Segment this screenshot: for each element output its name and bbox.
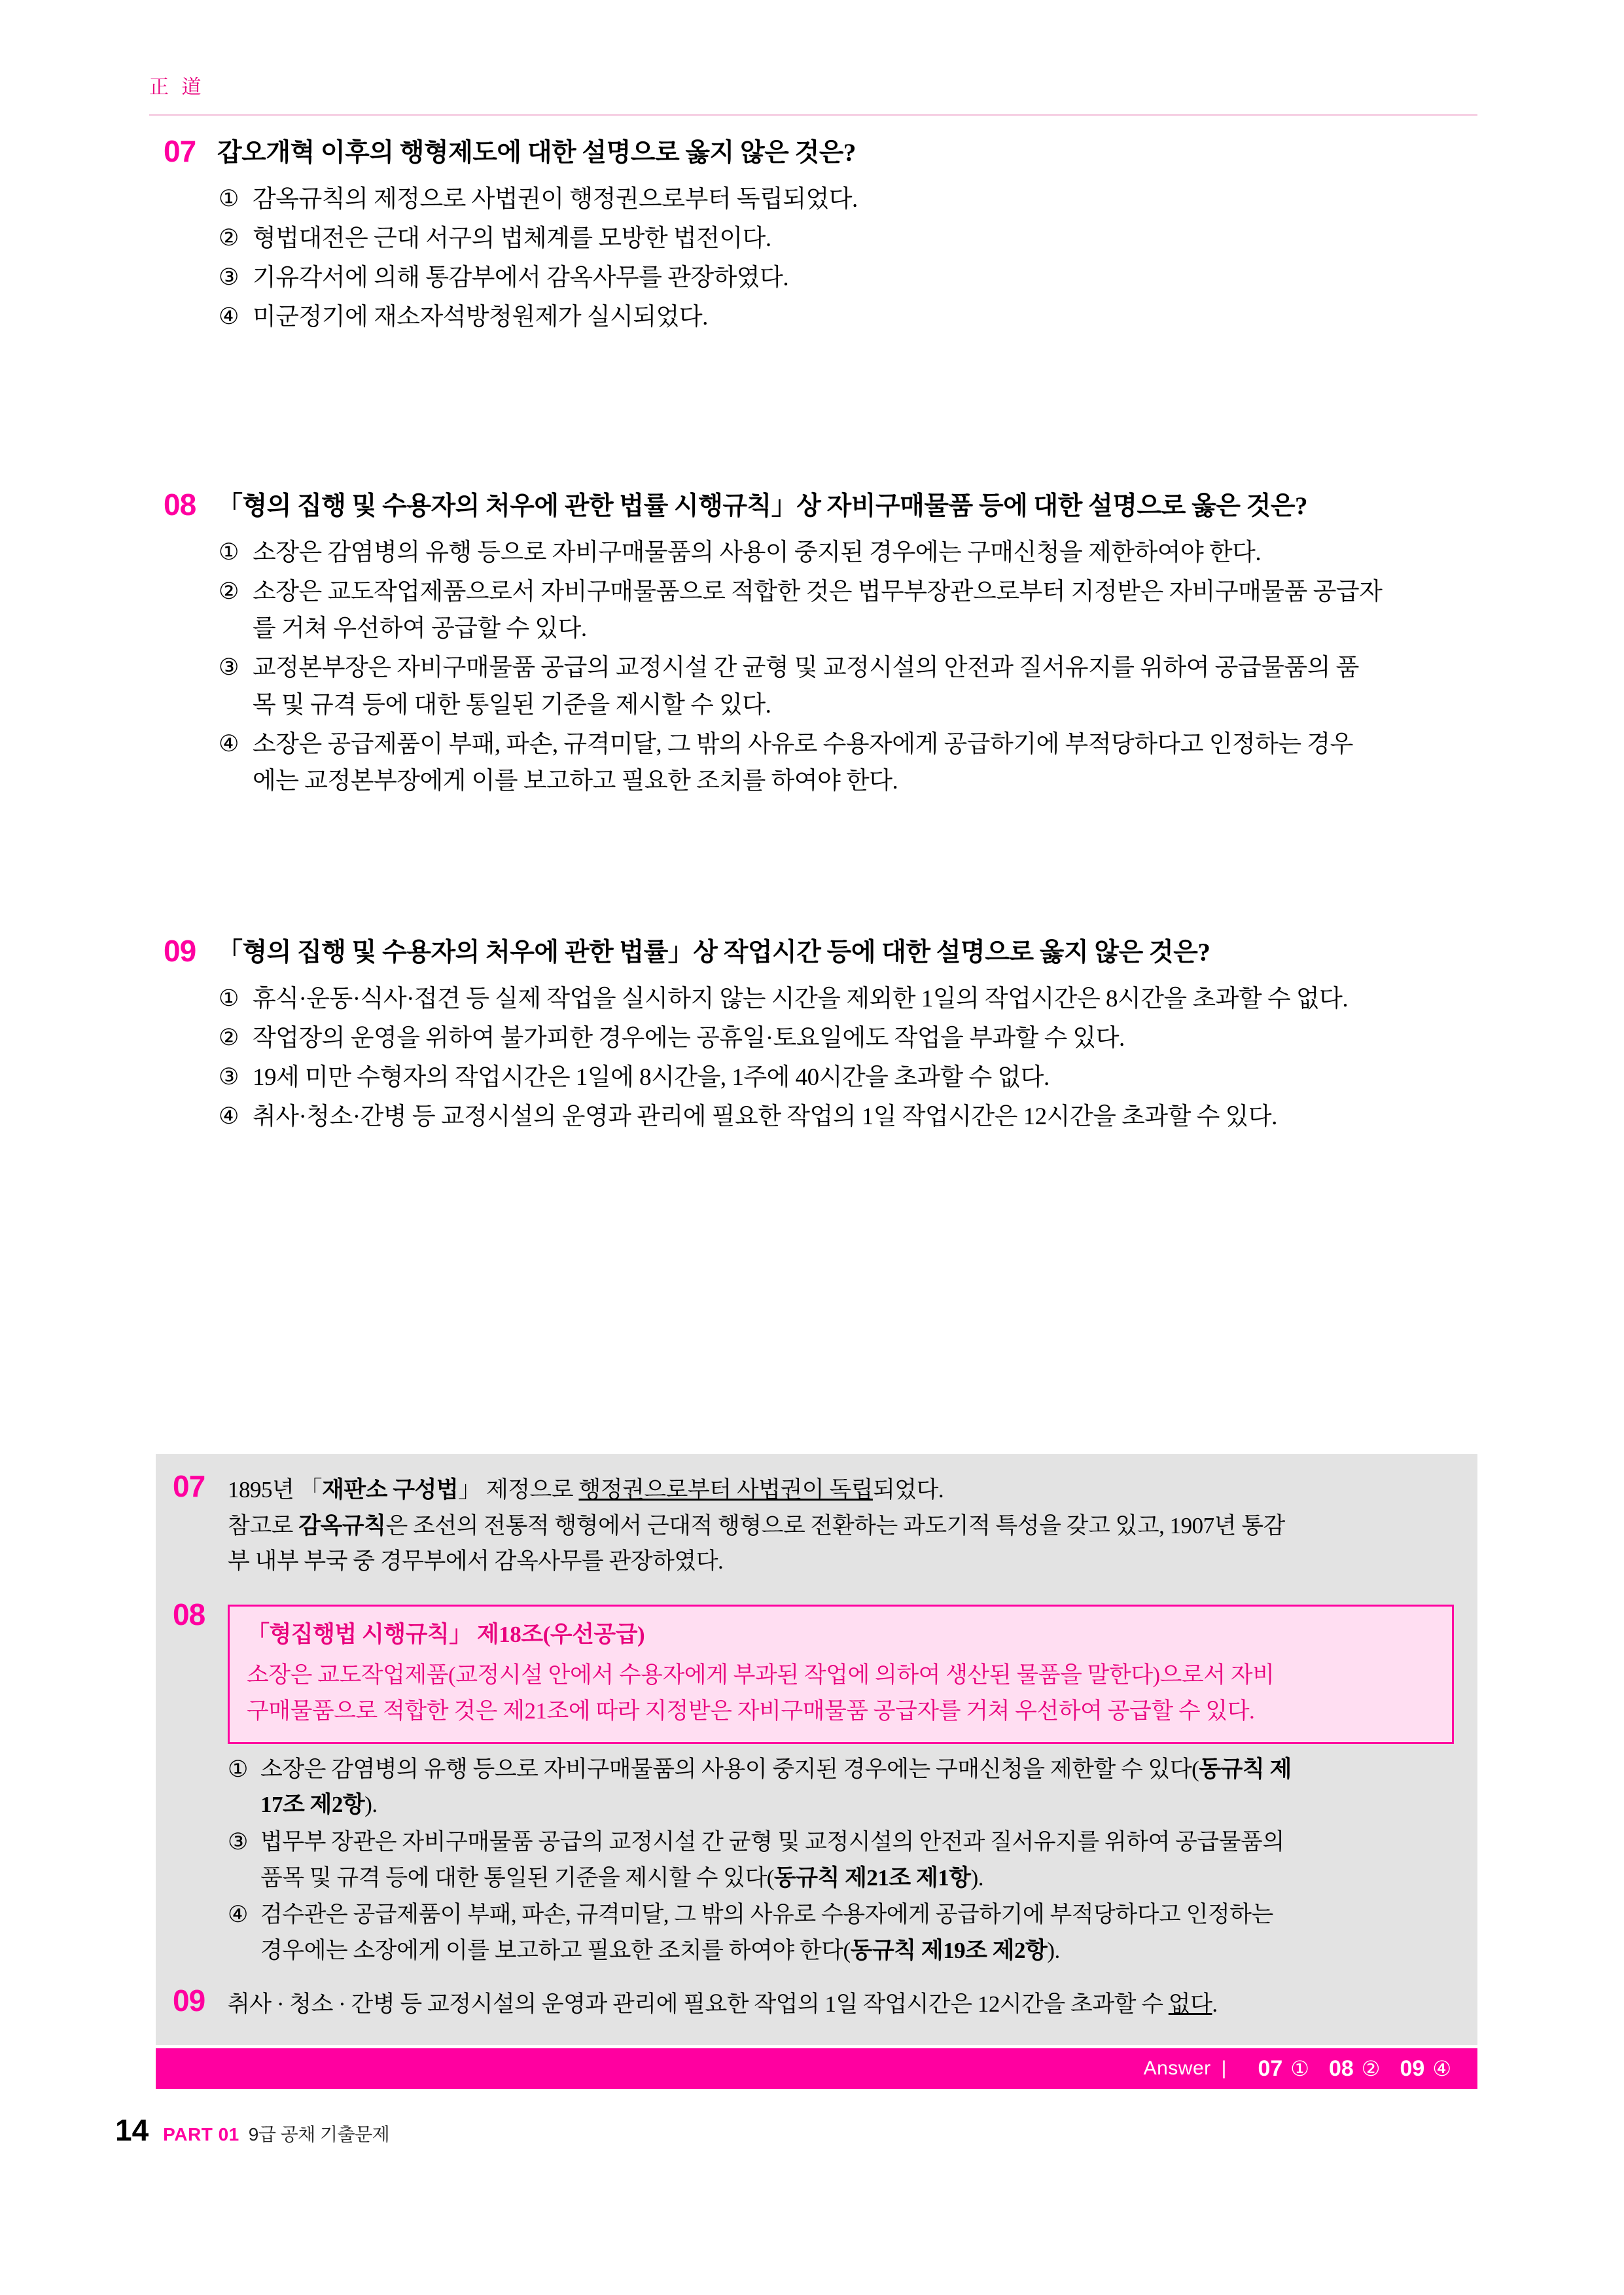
choice-item[interactable]	[219, 221, 1479, 257]
question-heading	[164, 936, 1479, 970]
choice-line: 소장은 감염병의 유행 등으로 자비구매물품의 사용이 중지된 경우에는 구매신청을 제한하여야 한다.	[253, 539, 1262, 566]
explanation-line: 부 내부 부국 중 경무부에서 감옥사무를 관장하였다.	[228, 1548, 724, 1574]
explanation-text: 되었다.	[872, 1477, 944, 1503]
question-number: 07	[164, 134, 196, 168]
law-text-line: 구매물품으로 적합한 것은 제21조에 따라 지정받은 자비구매물품 공급자를 거쳐 우선하여 공급할 수 있다.	[247, 1698, 1255, 1724]
choice-line: 소장은 교도작업제품으로서 자비구매물품으로 적합한 것은 법무부장관으로부터 지정받은 자비구매물품 공급자	[253, 578, 1383, 605]
choice-text: 형법대전은 근대 서구의 법체계를 모방한 법전이다.	[253, 224, 771, 252]
question-number: 08	[164, 488, 196, 522]
choice-line	[260, 1752, 1454, 1788]
choice-text	[260, 1752, 1454, 1823]
answer-value: ②	[1361, 2056, 1381, 2080]
answer-entry	[1258, 2056, 1309, 2082]
choice-line: 에는 교정본부장에게 이를 보고하고 필요한 조치를 하여야 한다.	[253, 768, 898, 795]
explanation-text: 취사 · 청소 · 간병 등 교정시설의 운영과 관리에 필요한 작업의 1일 작업시간은 12시간을 초과할 수	[228, 1991, 1169, 2018]
explanation-text: 」 제정으로	[458, 1477, 579, 1503]
choice-line	[260, 1787, 1454, 1823]
law-text-line: 소장은 교도작업제품(교정시설 안에서 수용자에게 부과된 작업에 의하여 생산된 물품을 말한다)으로서 자비	[247, 1662, 1275, 1688]
page-footer	[115, 2112, 389, 2148]
choice-marker: ①	[219, 539, 239, 565]
choice-list	[219, 181, 1479, 336]
page-header	[149, 71, 1477, 116]
choice-line: 를 거쳐 우선하여 공급할 수 있다.	[253, 615, 587, 643]
choice-line: 소장은 공급제품이 부패, 파손, 규격미달, 그 밖의 사유로 수용자에게 공급하기에 부적당하다고 인정하는 경우	[253, 730, 1353, 758]
choice-text	[260, 1824, 1454, 1896]
choice-marker: ④	[219, 1103, 239, 1130]
choice-item[interactable]	[219, 726, 1479, 800]
explanation-underline: 없다	[1168, 1991, 1212, 2018]
answer-value: ①	[1290, 2056, 1309, 2080]
explanation-body	[228, 1598, 1454, 1970]
law-reference-box	[228, 1605, 1454, 1744]
explanation-emphasis: 재판소 구성법	[322, 1477, 459, 1503]
choice-marker: ②	[219, 224, 239, 251]
choice-citation: 17조 제2항	[260, 1792, 365, 1818]
page-number: 14	[115, 2113, 149, 2147]
law-title	[247, 1617, 1435, 1653]
question-number: 09	[164, 934, 196, 968]
explanation-panel	[156, 1454, 1477, 2045]
choice-item[interactable]	[219, 181, 1479, 218]
question-text: 「형의 집행 및 수용자의 처우에 관한 법률」상 작업시간 등에 대한 설명으로 옳지 않은 것은?	[217, 938, 1210, 967]
law-title-article: 제18조(우선공급)	[471, 1621, 645, 1647]
explanation-07	[156, 1454, 1477, 1580]
explanation-text: 참고로	[228, 1512, 299, 1539]
choice-item[interactable]	[219, 299, 1479, 336]
answer-bar	[156, 2048, 1477, 2089]
explanation-number: 08	[173, 1597, 205, 1631]
choice-item[interactable]	[219, 1059, 1479, 1096]
choice-item[interactable]	[219, 650, 1479, 723]
question-block-08	[164, 489, 1479, 802]
choice-marker: ④	[219, 730, 239, 756]
question-block-07	[164, 136, 1479, 339]
explanation-underline: 행정권으로부터 사법권이 독립	[578, 1477, 873, 1503]
choice-citation: 동규칙 제21조 제1항	[773, 1864, 971, 1891]
choice-marker: ①	[228, 1756, 248, 1782]
choice-text	[253, 726, 1479, 800]
question-block-09	[164, 936, 1479, 1139]
header-divider	[149, 114, 1477, 116]
footer-section-title: 9급 공채 기출문제	[248, 2124, 390, 2144]
choice-text: 휴식·운동·식사·접견 등 실제 작업을 실시하지 않는 시간을 제외한 1일의 작업시간은 8시간을 초과할 수 없다.	[253, 985, 1349, 1012]
choice-text	[253, 574, 1479, 647]
choice-text	[253, 650, 1479, 723]
choice-item[interactable]	[219, 574, 1479, 647]
answer-entry	[1329, 2056, 1381, 2082]
explanation-line	[228, 1987, 1454, 2023]
law-title-name: 「형집행법 시행규칙」	[247, 1621, 472, 1647]
choice-marker: ③	[219, 1064, 239, 1090]
question-heading	[164, 136, 1479, 171]
choice-marker: ④	[219, 304, 239, 330]
choice-text-part: ).	[970, 1864, 983, 1891]
question-heading	[164, 489, 1479, 524]
choice-marker: ①	[219, 985, 239, 1011]
question-text: 갑오개혁 이후의 행형제도에 대한 설명으로 옳지 않은 것은?	[217, 139, 856, 167]
explanation-text: 은 조선의 전통적 행형에서 근대적 행형으로 전환하는 과도기적 특성을 갖고 있고, 1907년 통감	[385, 1512, 1285, 1539]
choice-marker: ②	[219, 1024, 239, 1050]
choice-item[interactable]	[219, 1020, 1479, 1057]
explanation-body	[228, 1984, 1454, 2023]
explanation-choice	[228, 1897, 1454, 1968]
choice-text-part: 품목 및 규격 등에 대한 통일된 기준을 제시할 수 있다(	[260, 1864, 774, 1891]
choice-text: 미군정기에 재소자석방청원제가 실시되었다.	[253, 304, 708, 331]
explanation-text: .	[1212, 1991, 1218, 2018]
explanation-body	[228, 1470, 1454, 1580]
choice-text: 19세 미만 수형자의 작업시간은 1일에 8시간을, 1주에 40시간을 초과할 수 없다.	[253, 1064, 1050, 1092]
choice-line: 검수관은 공급제품이 부패, 파손, 규격미달, 그 밖의 사유로 수용자에게 공급하기에 부적당하다고 인정하는	[260, 1902, 1273, 1928]
choice-item[interactable]	[219, 1099, 1479, 1135]
choice-text-part: 경우에는 소장에게 이를 보고하고 필요한 조치를 하여야 한다(	[260, 1937, 851, 1963]
answer-value: ④	[1432, 2056, 1451, 2080]
choice-item[interactable]	[219, 535, 1479, 571]
explanation-number: 07	[173, 1469, 205, 1503]
explanation-line	[228, 1472, 1454, 1508]
choice-marker: ③	[219, 264, 239, 291]
choice-text: 기유각서에 의해 통감부에서 감옥사무를 관장하였다.	[253, 264, 789, 292]
choice-line: 교정본부장은 자비구매물품 공급의 교정시설 간 균형 및 교정시설의 안전과 질서유지를 위하여 공급물품의 품	[253, 654, 1359, 682]
choice-text	[260, 1897, 1454, 1968]
choice-line: 목 및 규격 등에 대한 통일된 기준을 제시할 수 있다.	[253, 691, 771, 719]
answer-label: Answer	[1143, 2057, 1211, 2079]
explanation-line	[228, 1508, 1454, 1544]
choice-list	[219, 535, 1479, 800]
header-brand: 正 道	[149, 77, 205, 98]
choice-marker: ②	[219, 578, 239, 604]
choice-line	[260, 1860, 1454, 1896]
choice-citation: 동규칙 제	[1199, 1756, 1292, 1782]
explanation-emphasis: 감옥규칙	[298, 1512, 386, 1539]
choice-marker: ④	[228, 1902, 248, 1928]
choice-text: 감옥규칙의 제정으로 사법권이 행정권으로부터 독립되었다.	[253, 185, 858, 213]
choice-item[interactable]	[219, 981, 1479, 1018]
choice-citation: 동규칙 제19조 제2항	[850, 1937, 1048, 1963]
choice-text-part: 소장은 감염병의 유행 등으로 자비구매물품의 사용이 중지된 경우에는 구매신청을 제한할 수 있다(	[260, 1756, 1199, 1782]
answer-question-number: 07	[1258, 2055, 1283, 2081]
answer-question-number: 08	[1328, 2055, 1354, 2081]
choice-text-part: ).	[364, 1792, 378, 1818]
choice-marker: ①	[219, 185, 239, 211]
choice-line	[260, 1933, 1454, 1969]
explanation-choice	[228, 1824, 1454, 1896]
explanation-choice	[228, 1752, 1454, 1823]
explanation-08	[156, 1580, 1477, 1970]
explanation-choice-list	[228, 1752, 1454, 1969]
explanation-text: 1895년 「	[228, 1477, 323, 1503]
answer-separator: |	[1221, 2057, 1227, 2079]
choice-marker: ③	[219, 654, 239, 681]
question-text: 「형의 집행 및 수용자의 처우에 관한 법률 시행규칙」상 자비구매물품 등에 대한 설명으로 옳은 것은?	[217, 492, 1308, 520]
footer-part-label: PART 01	[163, 2124, 239, 2144]
choice-text: 작업장의 운영을 위하여 불가피한 경우에는 공휴일·토요일에도 작업을 부과할 수 있다.	[253, 1024, 1125, 1052]
choice-item[interactable]	[219, 260, 1479, 296]
choice-text	[253, 535, 1479, 571]
choice-list	[219, 981, 1479, 1136]
choice-marker: ③	[228, 1829, 248, 1855]
answer-question-number: 09	[1400, 2055, 1425, 2081]
choice-text-part: ).	[1047, 1937, 1060, 1963]
choice-line: 법무부 장관은 자비구매물품 공급의 교정시설 간 균형 및 교정시설의 안전과 질서유지를 위하여 공급물품의	[260, 1829, 1284, 1855]
explanation-number: 09	[173, 1984, 205, 2018]
answer-entry	[1400, 2056, 1451, 2082]
explanation-09	[156, 1970, 1477, 2045]
choice-text: 취사·청소·간병 등 교정시설의 운영과 관리에 필요한 작업의 1일 작업시간은 12시간을 초과할 수 있다.	[253, 1103, 1277, 1131]
